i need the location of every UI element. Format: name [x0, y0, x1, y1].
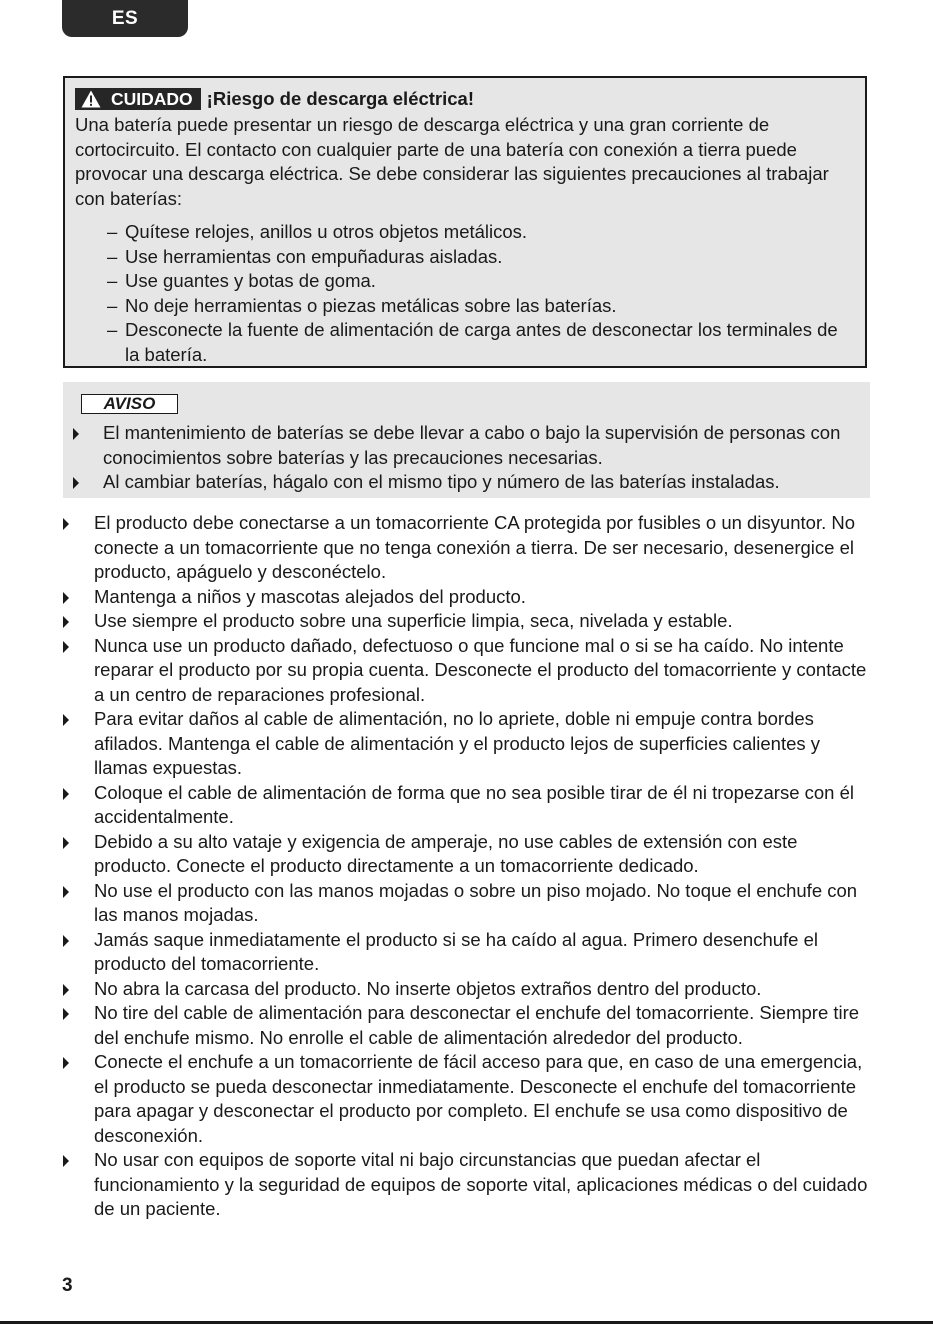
- safety-list-item: [63, 879, 873, 928]
- notice-item-text: El mantenimiento de baterías se debe llevar a cabo o bajo la supervisión de personas con conocimientos sobre baterías y las precauciones necesarias.: [103, 422, 841, 468]
- bullet-icon: [63, 518, 69, 530]
- safety-list-item: [63, 585, 873, 610]
- safety-item-text: El producto debe conectarse a un tomacorriente CA protegida por fusibles o un disyuntor. No conecte a un tomacorriente que no tenga conexión a tierra. De ser necesario, desenergice el producto, apáguelo y desconéctelo.: [94, 512, 856, 582]
- caution-item-text: Use herramientas con empuñaduras aisladas.: [125, 245, 503, 267]
- safety-list-item: [63, 609, 873, 634]
- dash-marker: –: [107, 319, 118, 340]
- safety-item-text: Debido a su alto vataje y exigencia de amperaje, no use cables de extensión con este producto. Conecte el producto directamente a un tomacorriente dedicado.: [94, 830, 798, 876]
- safety-list-item: [63, 1148, 873, 1222]
- caution-badge-label: CUIDADO: [111, 88, 193, 109]
- caution-item-text: Use guantes y botas de goma.: [125, 270, 376, 291]
- caution-list-item: [107, 220, 855, 245]
- language-tab: ES: [62, 0, 188, 37]
- caution-list-item: [107, 245, 855, 270]
- safety-item-text: Para evitar daños al cable de alimentación, no lo apriete, doble ni empuje contra bordes afilados. Mantenga el cable de alimentación y el producto lejos de superficies calientes y llamas expuestas.: [94, 708, 821, 778]
- caution-item-text: Quítese relojes, anillos u otros objetos metálicos.: [125, 221, 528, 242]
- bullet-icon: [63, 1008, 69, 1020]
- safety-instructions: [63, 511, 873, 1222]
- safety-item-text: Use siempre el producto sobre una superficie limpia, seca, nivelada y estable.: [94, 610, 733, 631]
- caution-body: Una batería puede presentar un riesgo de descarga eléctrica y una gran corriente de cortocircuito. El contacto con cualquier parte de una batería con conexión a tierra puede provocar una descarga eléctrica. Se debe considerar las siguientes precauciones al trabajar con baterías:: [75, 114, 829, 209]
- bullet-icon: [63, 714, 69, 726]
- notice-list-item: [73, 421, 860, 470]
- dash-marker: –: [107, 294, 118, 316]
- bullet-icon: [63, 886, 69, 898]
- bullet-icon: [63, 788, 69, 800]
- caution-item-text: Desconecte la fuente de alimentación de carga antes de desconectar los terminales de la batería.: [125, 319, 838, 365]
- caution-list-item: [107, 318, 855, 367]
- bullet-icon: [63, 1155, 69, 1167]
- safety-list-item: [63, 634, 873, 708]
- caution-badge: [75, 88, 201, 110]
- dash-marker: –: [107, 221, 118, 242]
- notice-item-text: Al cambiar baterías, hágalo con el mismo tipo y número de las baterías instaladas.: [103, 471, 780, 492]
- notice-badge: AVISO: [81, 394, 178, 414]
- caution-list: [75, 220, 855, 367]
- page-number: 3: [62, 1275, 73, 1296]
- safety-item-text: Mantenga a niños y mascotas alejados del producto.: [94, 585, 526, 607]
- caution-header: [75, 86, 855, 112]
- bullet-icon: [63, 592, 69, 604]
- safety-item-text: Conecte el enchufe a un tomacorriente de fácil acceso para que, en caso de una emergencia, el producto se pueda desconectar inmediatamente. Desconecte el enchufe del tomacorriente para apagar y desconectar el producto por completo. El enchufe se usa como dispositivo de desconexión.: [94, 1051, 863, 1146]
- notice-list-item: [73, 470, 860, 495]
- caution-item-text: No deje herramientas o piezas metálicas sobre las baterías.: [125, 294, 617, 316]
- bullet-icon: [63, 935, 69, 947]
- notice-list: [73, 421, 860, 495]
- caution-title: ¡Riesgo de descarga eléctrica!: [206, 87, 475, 109]
- dash-marker: –: [107, 270, 118, 291]
- bullet-icon: [73, 428, 79, 440]
- bullet-icon: [63, 1057, 69, 1069]
- safety-item-text: No tire del cable de alimentación para desconectar el enchufe del tomacorriente. Siempre tire del enchufe mismo. No enrolle el cable de alimentación alrededor del producto.: [94, 1002, 860, 1048]
- safety-list-item: [63, 707, 873, 781]
- bullet-icon: [63, 641, 69, 653]
- caution-box: [63, 76, 867, 368]
- safety-item-text: Coloque el cable de alimentación de forma que no sea posible tirar de él ni tropezarse con él accidentalmente.: [94, 781, 854, 827]
- safety-list-item: [63, 1001, 873, 1050]
- safety-list: [63, 511, 873, 1222]
- dash-marker: –: [107, 245, 118, 267]
- safety-list-item: [63, 928, 873, 977]
- safety-list-item: [63, 830, 873, 879]
- safety-item-text: No usar con equipos de soporte vital ni bajo circunstancias que puedan afectar el funcionamiento y la seguridad de equipos de soporte vital, aplicaciones médicas o del cuidado de un paciente.: [94, 1149, 868, 1219]
- bullet-icon: [63, 984, 69, 996]
- bullet-icon: [63, 837, 69, 849]
- bullet-icon: [63, 616, 69, 628]
- warning-icon: [81, 90, 101, 108]
- safety-list-item: [63, 1050, 873, 1148]
- safety-item-text: No use el producto con las manos mojadas o sobre un piso mojado. No toque el enchufe con las manos mojadas.: [94, 879, 858, 925]
- safety-item-text: No abra la carcasa del producto. No inserte objetos extraños dentro del producto.: [94, 977, 762, 999]
- caution-list-item: [107, 294, 855, 319]
- safety-list-item: [63, 781, 873, 830]
- caution-list-item: [107, 269, 855, 294]
- safety-list-item: [63, 977, 873, 1002]
- bullet-icon: [73, 477, 79, 489]
- safety-item-text: Nunca use un producto dañado, defectuoso o que funcione mal o si se ha caído. No intente reparar el producto por su propia cuenta. Desconecte el producto del tomacorriente y contacte a un centro de reparaciones profesional.: [94, 634, 867, 705]
- safety-item-text: Jamás saque inmediatamente el producto si se ha caído al agua. Primero desenchufe el producto del tomacorriente.: [94, 928, 818, 974]
- safety-list-item: [63, 511, 873, 585]
- notice-box: [63, 382, 870, 498]
